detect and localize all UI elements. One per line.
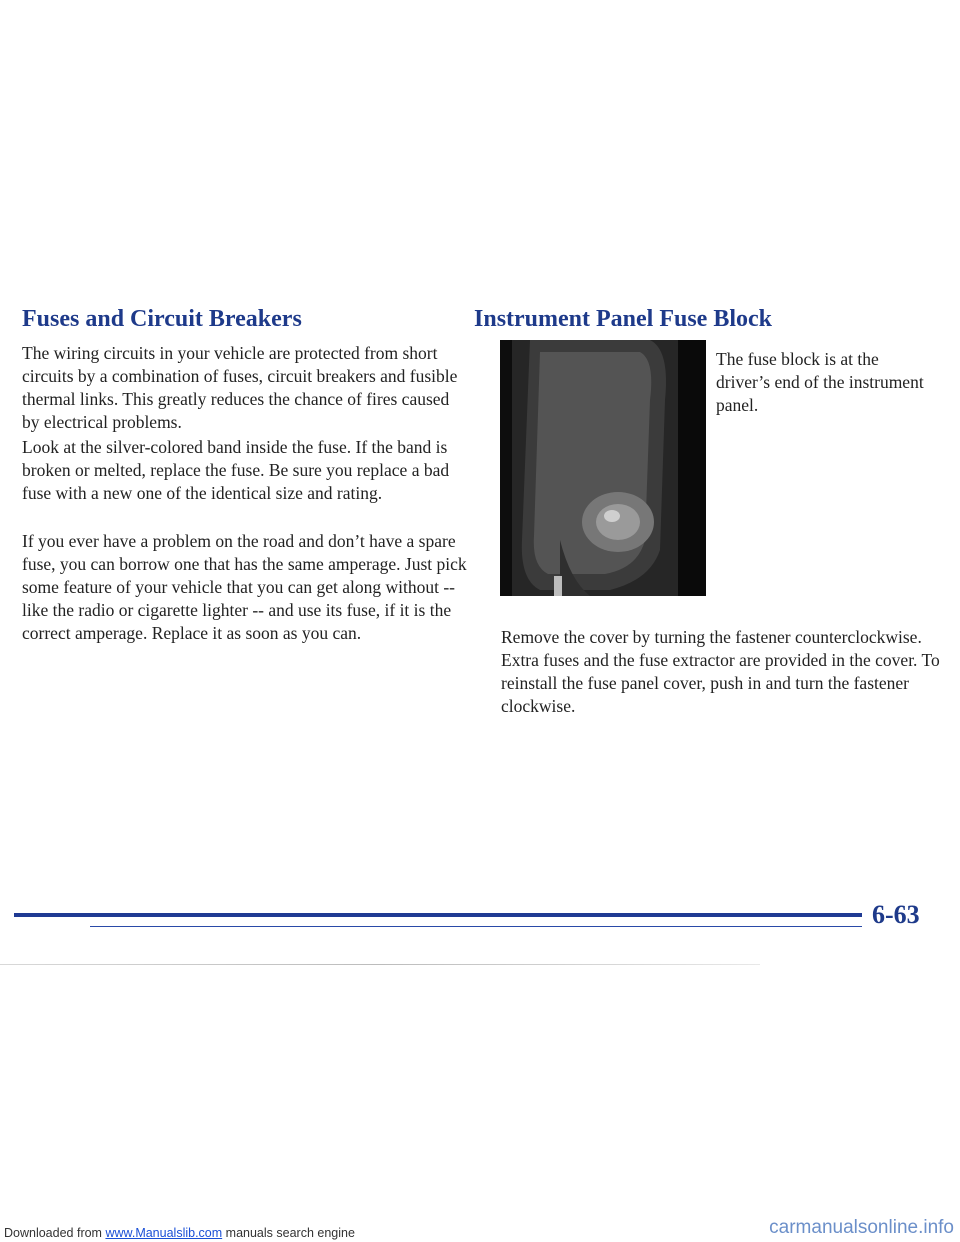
- fuses-heading: Fuses and Circuit Breakers: [22, 306, 302, 332]
- fuse-block-location-text: The fuse block is at the driver’s end of the instrument panel.: [716, 349, 924, 415]
- footer-rule-thick: [14, 913, 862, 917]
- remove-cover-text: Remove the cover by turning the fastener counterclockwise. Extra fuses and the fuse extractor are provided in the cover. To reinstall the fuse panel cover, push in and turn the fastener clockwise.: [501, 627, 940, 716]
- faint-rule: [0, 964, 760, 965]
- page-number: 6-63: [872, 900, 920, 929]
- download-credit: [4, 1226, 355, 1240]
- credit-suffix: manuals search engine: [225, 1226, 355, 1240]
- fuse-block-heading: Instrument Panel Fuse Block: [474, 306, 773, 332]
- fuses-paragraph-1: The wiring circuits in your vehicle are protected from short circuits by a combination of fuses, circuit breakers and fusible thermal links. This greatly reduces the chance of fires caused by electrical problems.: [22, 343, 458, 432]
- watermark-text: carmanualsonline.info: [769, 1217, 954, 1238]
- fuses-paragraph-2: Look at the silver-colored band inside the fuse. If the band is broken or melted, replace the fuse. Be sure you replace a bad fuse with a new one of the identical size and rating.: [22, 437, 450, 503]
- footer-rule-thin: [90, 926, 862, 927]
- credit-prefix: Downloaded from: [4, 1226, 102, 1240]
- fuses-paragraph-3: If you ever have a problem on the road and don’t have a spare fuse, you can borrow one that has the same amperage. Just pick some feature of your vehicle that you can get along without -- like the radio or cigarette lighter -- and use its fuse, if it is the correct amperage. Replace it as soon as you can.: [22, 531, 467, 643]
- fuse-panel-photo: [500, 340, 706, 596]
- manualslib-link[interactable]: www.Manualslib.com: [105, 1226, 223, 1240]
